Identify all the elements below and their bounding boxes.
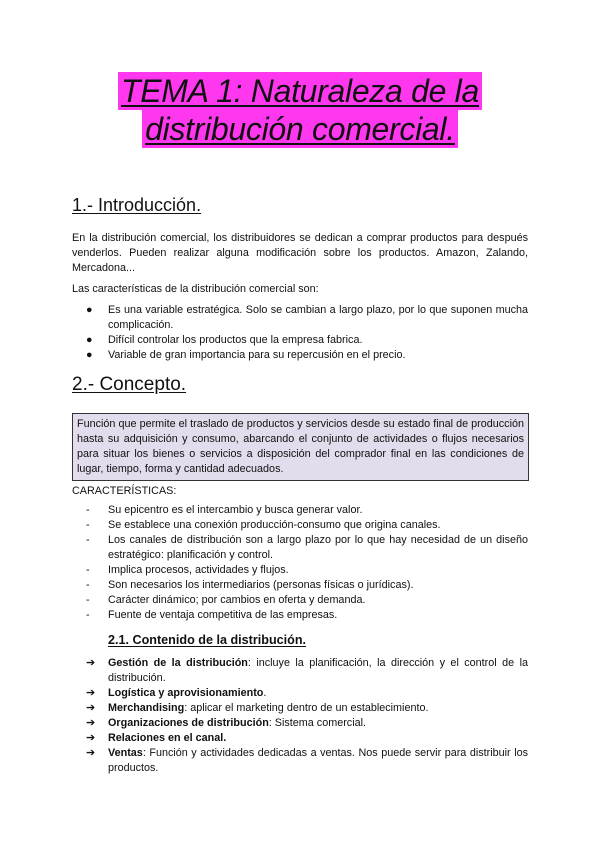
intro-bullet-list [72, 303, 528, 363]
dash-icon: - [86, 504, 90, 516]
list-item: ➔ Merchandising: aplicar el marketing dentro de un establecimiento. [86, 702, 429, 714]
list-item: - Son necesarios los intermediarios (personas físicas o jurídicas). [86, 579, 414, 591]
definition-box: Función que permite el traslado de productos y servicios desde su estado final de producción hasta su adquisición y consumo, abarcando el conjunto de actividades o flujos necesarios para situar los bienes o servicios a disposición del comprador final en las condiciones de lugar, tiempo, forma y cantidad adecuados. [72, 413, 529, 481]
bullet-icon: ● [86, 304, 93, 316]
subsection-2-1-heading: 2.1. Contenido de la distribución. [108, 633, 307, 647]
list-item: ● Variable de gran importancia para su repercusión en el precio. [86, 349, 406, 361]
title-line-2: distribución comercial. [142, 110, 458, 148]
list-item: - Fuente de ventaja competitiva de las empresas. [86, 609, 338, 621]
document-title [0, 72, 600, 148]
dash-icon: - [86, 519, 90, 531]
characteristics-label: CARACTERÍSTICAS: [72, 485, 177, 497]
section-1-heading: 1.- Introducción. [72, 195, 202, 215]
arrow-right-icon: ➔ [86, 747, 96, 759]
list-item: ➔ Organizaciones de distribución: Sistema comercial. [86, 717, 366, 729]
list-item: ● Difícil controlar los productos que la empresa fabrica. [86, 334, 363, 346]
intro-paragraph: En la distribución comercial, los distribuidores se dedican a comprar productos para después venderlos. Pueden realizar alguna modificación sobre los productos. Amazon, Zalando, Mercadona... [72, 232, 528, 274]
list-item: - Implica procesos, actividades y flujos. [86, 564, 289, 576]
list-item: ● Es una variable estratégica. Solo se cambian a largo plazo, por lo que suponen mucha complicación. [86, 304, 528, 331]
section-2-heading: 2.- Concepto. [72, 374, 187, 395]
dash-icon: - [86, 564, 90, 576]
bullet-icon: ● [86, 349, 93, 361]
dash-icon: - [86, 579, 90, 591]
title-line-1: TEMA 1: Naturaleza de la [118, 72, 482, 110]
list-item: - Los canales de distribución son a largo plazo por lo que hay necesidad de un diseño estratégico: planificación y control. [86, 534, 528, 561]
dash-icon: - [86, 609, 90, 621]
list-item: - Carácter dinámico; por cambios en oferta y demanda. [86, 594, 366, 606]
arrow-right-icon: ➔ [86, 702, 96, 714]
arrow-right-icon: ➔ [86, 732, 96, 744]
list-item: - Se establece una conexión producción-consumo que origina canales. [86, 519, 441, 531]
dash-icon: - [86, 594, 90, 606]
list-item: ➔ Relaciones en el canal. [86, 732, 227, 744]
bullet-icon: ● [86, 334, 93, 346]
characteristics-list [72, 503, 528, 623]
list-item: ➔ Gestión de la distribución: incluye la planificación, la dirección y el control de la distribución. [86, 657, 528, 684]
list-item: - Su epicentro es el intercambio y busca generar valor. [86, 504, 363, 516]
list-item: ➔ Logística y aprovisionamiento. [86, 687, 267, 699]
content-arrow-list [72, 656, 528, 776]
dash-icon: - [86, 534, 90, 546]
arrow-right-icon: ➔ [86, 717, 96, 729]
list-item: ➔ Ventas: Función y actividades dedicadas a ventas. Nos puede servir para distribuir los productos. [86, 747, 528, 774]
arrow-right-icon: ➔ [86, 687, 96, 699]
characteristics-intro: Las características de la distribución comercial son: [72, 283, 319, 295]
arrow-right-icon: ➔ [86, 657, 96, 669]
